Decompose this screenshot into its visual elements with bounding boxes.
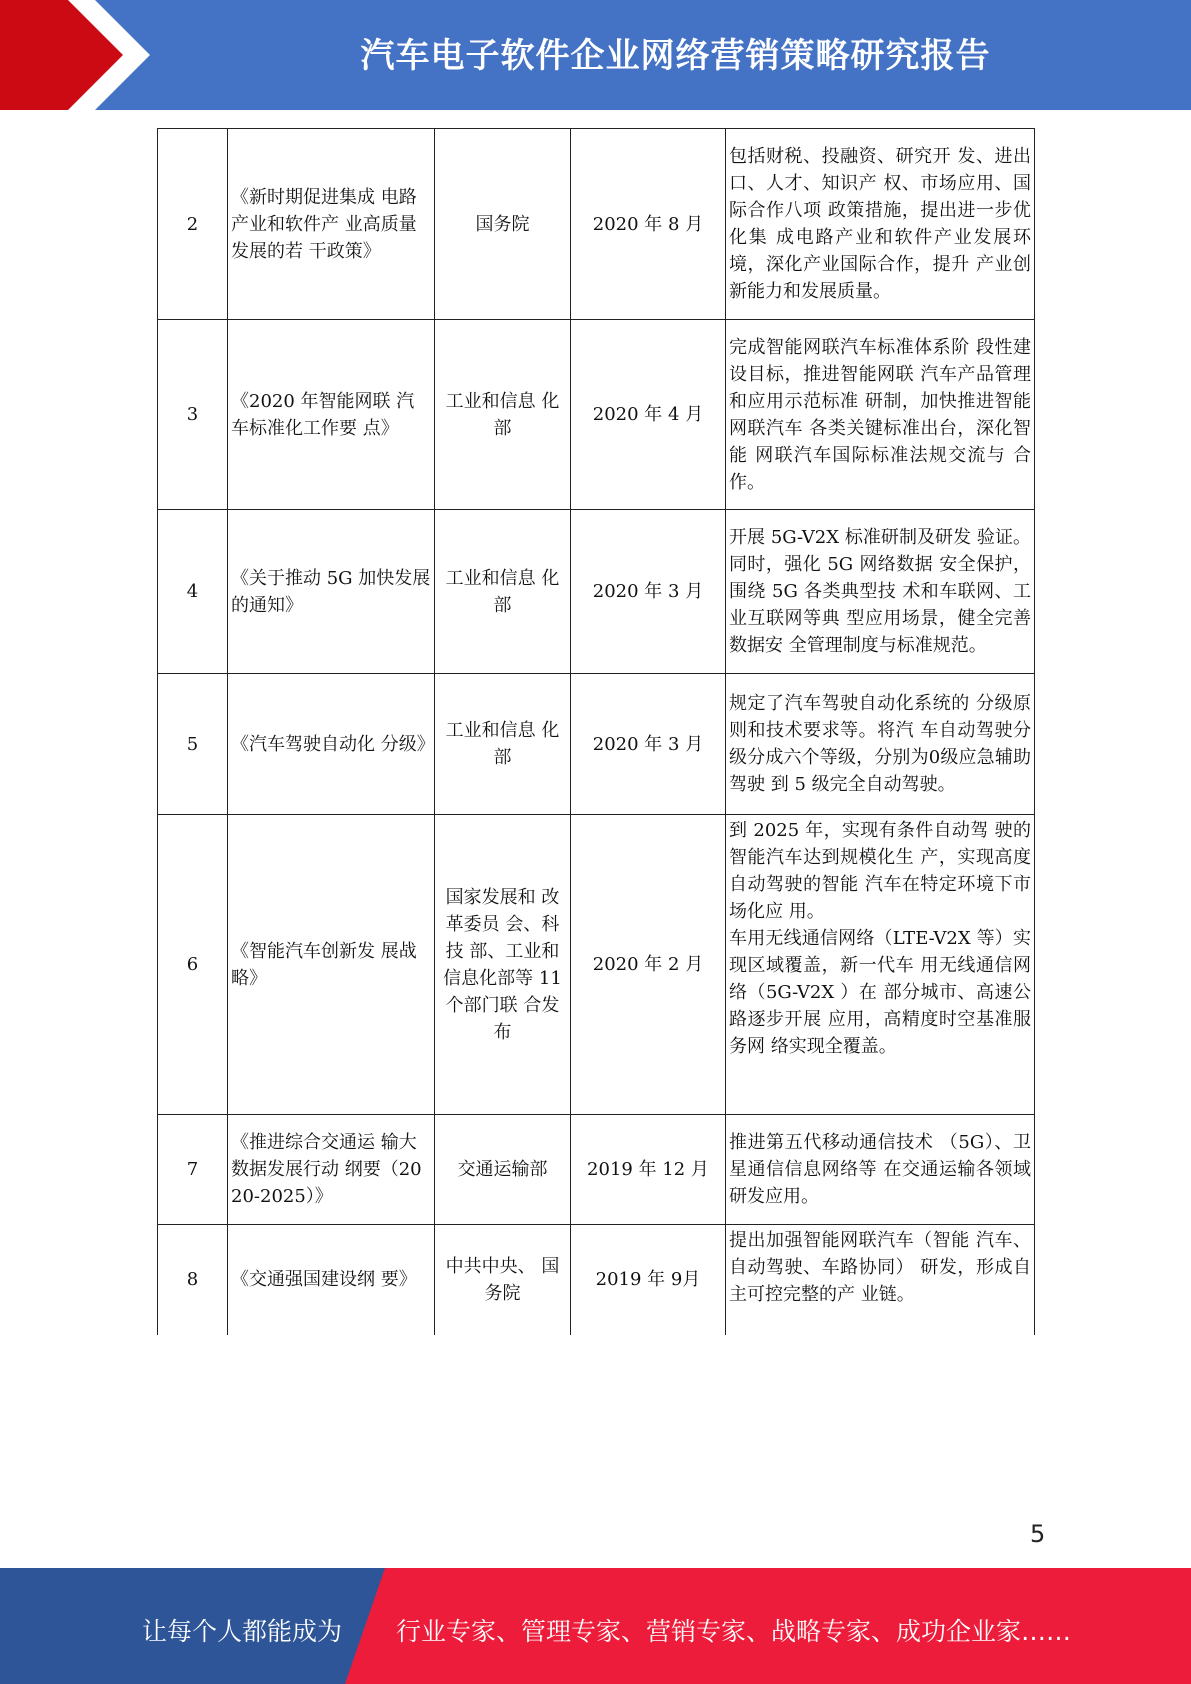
footer-slogan-left: 让每个人都能成为 [142,1617,343,1646]
policy-description: 到 2025 年，实现有条件自动驾 驶的智能汽车达到规模化生 产，实现高度自动驾驶的智能 汽车在特定环境下市场化应 用。 车用无线通信网络（LTE-V2X 等）实现区域覆盖，新一代车 用无线通信网络（5G-V2X ）在 部分城市、高速公路逐步开展 应用，高精度时空基准服务网 络实现全覆盖。 [726,815,1035,1115]
table-row [158,1225,1035,1335]
issuing-organization: 工业和信息 化部 [435,674,571,815]
issue-date: 2020 年 3 月 [571,674,726,815]
policy-description: 完成智能网联汽车标准体系阶 段性建设目标，推进智能网联 汽车产品管理和应用示范标准 研制，加快推进智能网联汽车 各类关键标准出台，深化智能 网联汽车国际标准法规交流与 合作。 [726,320,1035,510]
policy-name: 《2020 年智能网联 汽车标准化工作要 点》 [228,320,435,510]
policy-name: 《交通强国建设纲 要》 [228,1225,435,1335]
policy-description: 包括财税、投融资、研究开 发、进出口、人才、知识产 权、市场应用、国际合作八项 政策措施，提出进一步优化集 成电路产业和软件产业发展环 境，深化产业国际合作，提升 产业创新能力和发展质量。 [726,129,1035,320]
table-row [158,1115,1035,1225]
row-number: 7 [158,1115,228,1225]
issuing-organization: 工业和信息 化部 [435,320,571,510]
policy-name: 《新时期促进集成 电路产业和软件产 业高质量发展的若 干政策》 [228,129,435,320]
policy-name: 《推进综合交通运 输大数据发展行动 纲要（2020-2025）》 [228,1115,435,1225]
issuing-organization: 国务院 [435,129,571,320]
policy-name: 《关于推动 5G 加快发展的通知》 [228,510,435,674]
table-row [158,510,1035,674]
table-row [158,815,1035,1115]
issue-date: 2020 年 3 月 [571,510,726,674]
table-row [158,674,1035,815]
issuing-organization: 国家发展和 改革委员 会、科技 部、工业和信息化部等 11 个部门联 合发布 [435,815,571,1115]
issue-date: 2020 年 4 月 [571,320,726,510]
row-number: 4 [158,510,228,674]
issuing-organization: 工业和信息 化部 [435,510,571,674]
footer-slogan-right: 行业专家、管理专家、营销专家、战略专家、成功企业家…… [396,1617,1072,1646]
page-footer [0,1568,1191,1684]
policy-description: 规定了汽车驾驶自动化系统的 分级原则和技术要求等。将汽 车自动驾驶分级分成六个等级，分别为0级应急辅助驾驶 到 5 级完全自动驾驶。 [726,674,1035,815]
page-header [0,0,1191,110]
row-number: 8 [158,1225,228,1335]
policy-name: 《智能汽车创新发 展战略》 [228,815,435,1115]
row-number: 3 [158,320,228,510]
issue-date: 2019 年 12 月 [571,1115,726,1225]
row-number: 6 [158,815,228,1115]
policy-description: 开展 5G-V2X 标准研制及研发 验证。同时，强化 5G 网络数据 安全保护，围绕 5G 各类典型技 术和车联网、工业互联网等典 型应用场景，健全完善数据安 全管理制度与标准规范。 [726,510,1035,674]
policy-description: 推进第五代移动通信技术 （5G）、卫星通信信息网络等 在交通运输各领域研发应用。 [726,1115,1035,1225]
page-number: 5 [1030,1520,1046,1548]
policy-description: 提出加强智能网联汽车（智能 汽车、自动驾驶、车路协同） 研发，形成自主可控完整的产 业链。 [726,1225,1035,1335]
row-number: 2 [158,129,228,320]
issue-date: 2020 年 2 月 [571,815,726,1115]
issue-date: 2020 年 8 月 [571,129,726,320]
report-title: 汽车电子软件企业网络营销策略研究报告 [360,36,991,76]
issuing-organization: 交通运输部 [435,1115,571,1225]
policy-table [157,128,1035,1335]
table-row [158,129,1035,320]
issue-date: 2019 年 9月 [571,1225,726,1335]
issuing-organization: 中共中央、 国务院 [435,1225,571,1335]
table-row [158,320,1035,510]
row-number: 5 [158,674,228,815]
policy-name: 《汽车驾驶自动化 分级》 [228,674,435,815]
